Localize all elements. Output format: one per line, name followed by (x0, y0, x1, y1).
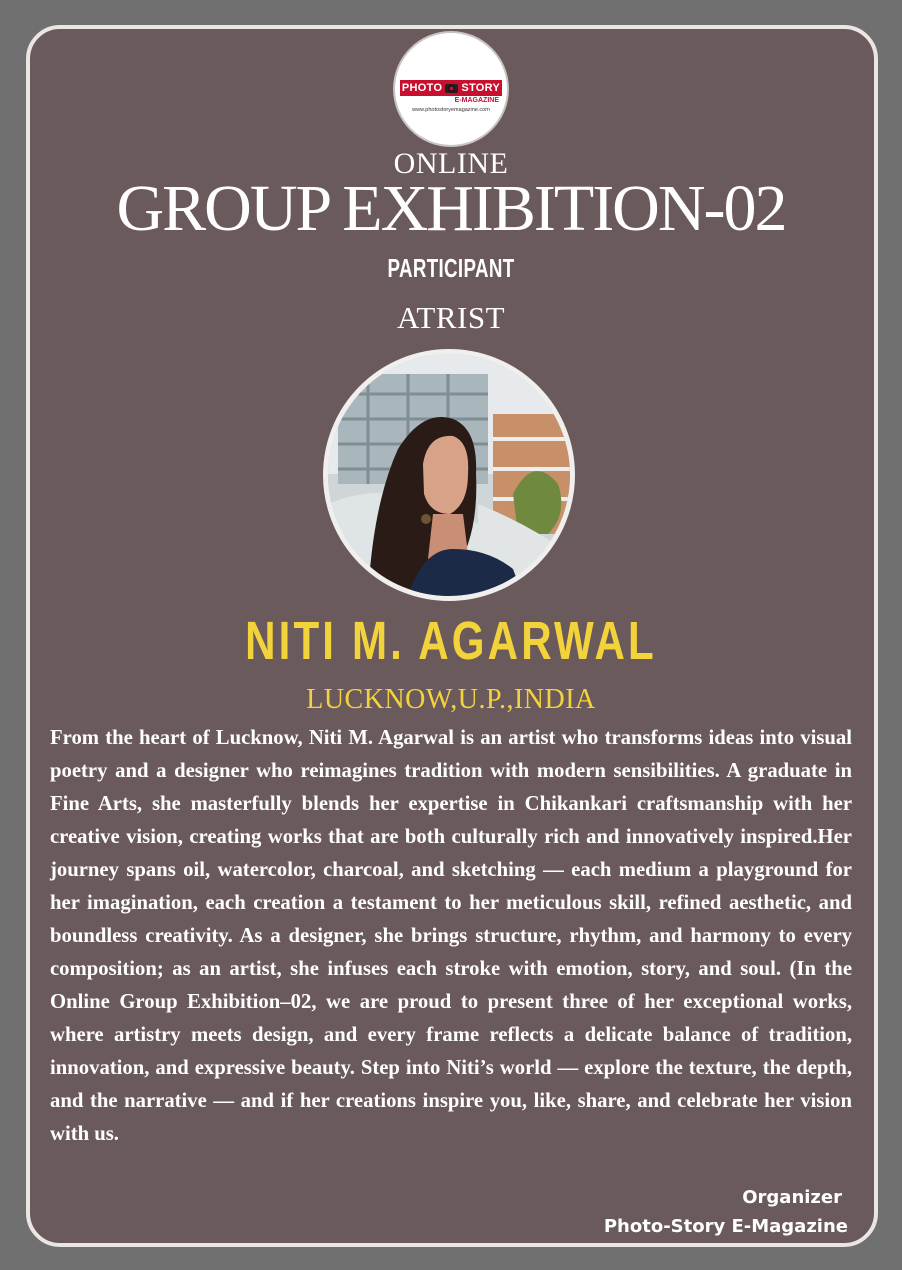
photo-story-logo (395, 33, 507, 145)
artist-location: LUCKNOW,U.P.,INDIA (306, 684, 596, 715)
logo-brand-right: STORY (461, 82, 501, 94)
logo-subtitle: E-MAGAZINE (454, 97, 499, 104)
logo-url: www.photostoryemagazine.com (412, 107, 490, 113)
logo-brand-left: PHOTO (401, 82, 443, 94)
heading-participant: PARTICIPANT (387, 253, 515, 283)
logo-band (400, 80, 502, 96)
artist-bio: From the heart of Lucknow, Niti M. Agarwal is an artist who transforms ideas into visual poetry and a designer who reimagines tradition with modern sensibilities. A graduate in Fine Arts, she masterfully blends her expertise in Chikankari craftsmanship with her creative vision, creating works that are both culturally rich and innovatively inspired.Her journey spans oil, watercolor, charcoal, and sketching — each medium a playground for her imagination, each creation a testament to her meticulous skill, refined aesthetic, and boundless creativity. As a designer, she brings structure, rhythm, and harmony to every composition; as an artist, she infuses each stroke with emotion, story, and soul. (In the Online Group Exhibition–02, we are proud to present three of her exceptional works, where artistry meets design, and every frame reflects a delicate balance of tradition, innovation, and expressive beauty. Step into Niti’s world — explore the texture, the depth, and the narrative — and if her creations inspire you, like, share, and celebrate her vision with us. (50, 727, 852, 1145)
organizer-block (604, 1183, 848, 1241)
artist-name: NITI M. AGARWAL (245, 611, 657, 671)
organizer-label: Organizer (742, 1187, 842, 1208)
portrait-illustration (328, 354, 570, 596)
artist-portrait (323, 349, 575, 601)
organizer-name: Photo-Story E-Magazine (603, 1216, 848, 1237)
heading-online: ONLINE (393, 147, 509, 180)
heading-title: GROUP EXHIBITION-02 (116, 172, 786, 245)
heading-atrist: ATRIST (396, 300, 506, 335)
camera-icon (445, 84, 458, 93)
